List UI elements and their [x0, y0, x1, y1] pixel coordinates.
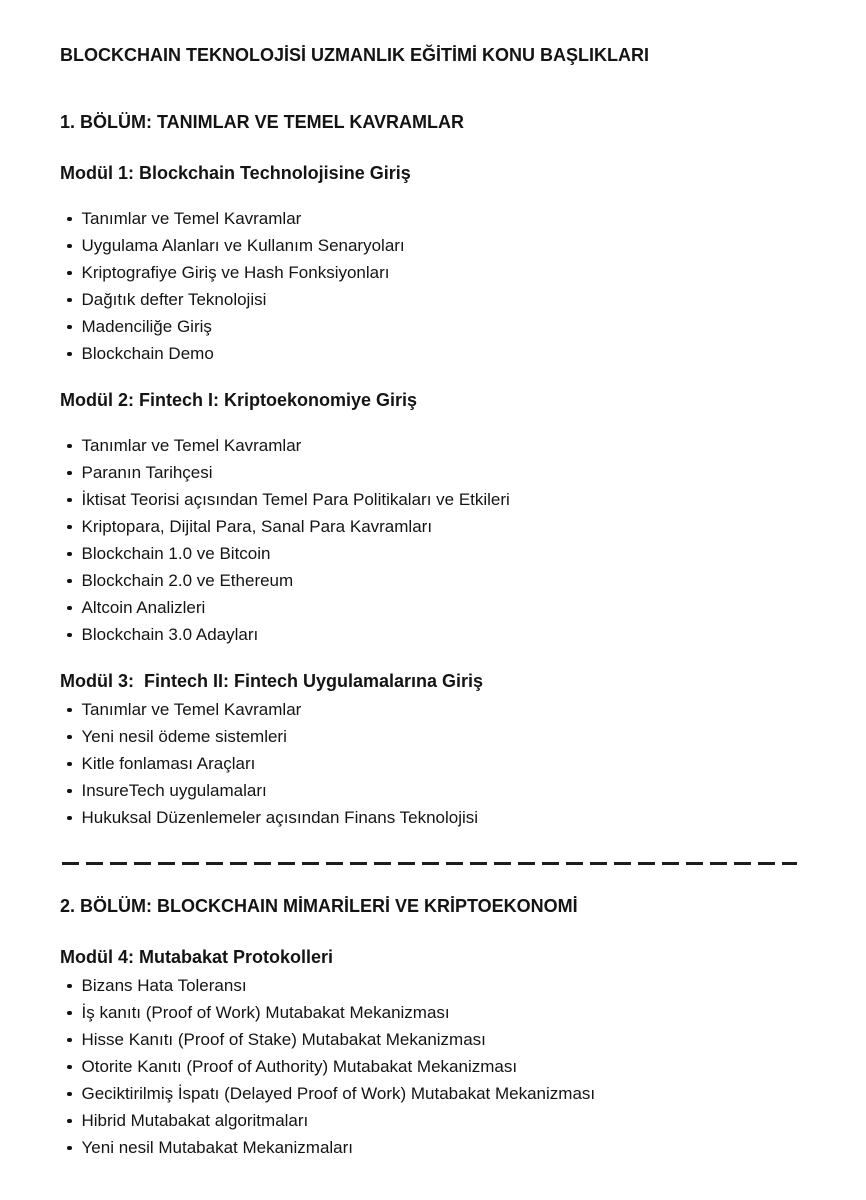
list-item — [60, 232, 810, 259]
bullet-icon — [67, 217, 72, 222]
list-item — [60, 972, 810, 999]
list-item — [60, 540, 810, 567]
bullet-icon — [67, 298, 72, 303]
bullet-icon — [67, 471, 72, 476]
bullet-icon — [67, 244, 72, 249]
bullet-text: Kitle fonlaması Araçları — [81, 754, 256, 773]
list-item — [60, 259, 810, 286]
module-heading: Modül 2: Fintech I: Kriptoekonomiye Giriş — [60, 390, 418, 410]
list-item — [60, 567, 810, 594]
bullet-list — [60, 696, 810, 831]
list-item — [60, 723, 810, 750]
bullet-text: Blockchain 3.0 Adayları — [81, 625, 259, 644]
list-item — [60, 432, 810, 459]
bullet-text: Tanımlar ve Temel Kavramlar — [81, 436, 302, 455]
bullet-text: Tanımlar ve Temel Kavramlar — [81, 700, 302, 719]
list-item — [60, 340, 810, 367]
bullet-text: Bizans Hata Toleransı — [81, 976, 247, 995]
sections — [60, 111, 810, 1161]
bullet-icon — [67, 984, 72, 989]
bullet-icon — [67, 579, 72, 584]
module-heading: Modül 1: Blockchain Technolojisine Giriş — [60, 163, 411, 183]
list-item — [60, 486, 810, 513]
bullet-text: Otorite Kanıtı (Proof of Authority) Mutabakat Mekanizması — [81, 1057, 518, 1076]
bullet-icon — [67, 708, 72, 713]
bullet-icon — [67, 1065, 72, 1070]
bullet-text: Tanımlar ve Temel Kavramlar — [81, 209, 302, 228]
list-item — [60, 594, 810, 621]
bullet-icon — [67, 762, 72, 767]
section-heading: 1. BÖLÜM: TANIMLAR VE TEMEL KAVRAMLAR — [60, 112, 464, 132]
bullet-icon — [67, 816, 72, 821]
section-heading: 2. BÖLÜM: BLOCKCHAIN MİMARİLERİ VE KRİPTOEKONOMİ — [60, 896, 578, 916]
section-separator — [62, 862, 797, 865]
bullet-icon — [67, 789, 72, 794]
bullet-icon — [67, 1119, 72, 1124]
list-item — [60, 1026, 810, 1053]
module-heading: Modül 4: Mutabakat Protokolleri — [60, 947, 334, 967]
bullet-text: Altcoin Analizleri — [81, 598, 206, 617]
list-item — [60, 1080, 810, 1107]
bullet-icon — [67, 552, 72, 557]
list-item — [60, 286, 810, 313]
bullet-text: Kriptografiye Giriş ve Hash Fonksiyonları — [81, 263, 390, 282]
bullet-text: Paranın Tarihçesi — [81, 463, 213, 482]
bullet-icon — [67, 633, 72, 638]
list-item — [60, 750, 810, 777]
list-item — [60, 1053, 810, 1080]
list-item — [60, 621, 810, 648]
bullet-icon — [67, 498, 72, 503]
bullet-icon — [67, 1011, 72, 1016]
list-item — [60, 1107, 810, 1134]
bullet-icon — [67, 352, 72, 357]
bullet-text: Geciktirilmiş İspatı (Delayed Proof of Work) Mutabakat Mekanizması — [81, 1084, 596, 1103]
bullet-icon — [67, 735, 72, 740]
page-title: BLOCKCHAIN TEKNOLOJİSİ UZMANLIK EĞİTİMİ KONU BAŞLIKLARI — [60, 45, 649, 65]
module-heading: Modül 3: Fintech II: Fintech Uygulamalarına Giriş — [60, 671, 484, 691]
bullet-text: Hibrid Mutabakat algoritmaları — [81, 1111, 309, 1130]
bullet-text: Dağıtık defter Teknolojisi — [81, 290, 267, 309]
list-item — [60, 205, 810, 232]
bullet-text: Yeni nesil Mutabakat Mekanizmaları — [81, 1138, 354, 1157]
bullet-icon — [67, 444, 72, 449]
bullet-icon — [67, 1146, 72, 1151]
bullet-icon — [67, 606, 72, 611]
list-item — [60, 804, 810, 831]
list-item — [60, 459, 810, 486]
list-item — [60, 777, 810, 804]
bullet-text: Blockchain Demo — [81, 344, 214, 363]
bullet-text: Yeni nesil ödeme sistemleri — [81, 727, 287, 746]
bullet-list — [60, 432, 810, 648]
bullet-text: Kriptopara, Dijital Para, Sanal Para Kavramları — [81, 517, 433, 536]
bullet-text: Hukuksal Düzenlemeler açısından Finans Teknolojisi — [81, 808, 479, 827]
bullet-icon — [67, 1038, 72, 1043]
list-item — [60, 513, 810, 540]
bullet-text: Blockchain 1.0 ve Bitcoin — [81, 544, 271, 563]
bullet-text: İş kanıtı (Proof of Work) Mutabakat Mekanizması — [81, 1003, 450, 1022]
list-item — [60, 1134, 810, 1161]
bullet-text: İktisat Teorisi açısından Temel Para Politikaları ve Etkileri — [81, 490, 510, 509]
bullet-list — [60, 972, 810, 1161]
list-item — [60, 313, 810, 340]
bullet-text: Blockchain 2.0 ve Ethereum — [81, 571, 294, 590]
bullet-list — [60, 205, 810, 367]
bullet-text: InsureTech uygulamaları — [81, 781, 267, 800]
list-item — [60, 999, 810, 1026]
bullet-icon — [67, 525, 72, 530]
bullet-text: Madenciliğe Giriş — [81, 317, 212, 336]
bullet-text: Hisse Kanıtı (Proof of Stake) Mutabakat Mekanizması — [81, 1030, 486, 1049]
list-item — [60, 696, 810, 723]
bullet-icon — [67, 271, 72, 276]
bullet-icon — [67, 1092, 72, 1097]
bullet-icon — [67, 325, 72, 330]
bullet-text: Uygulama Alanları ve Kullanım Senaryoları — [81, 236, 405, 255]
